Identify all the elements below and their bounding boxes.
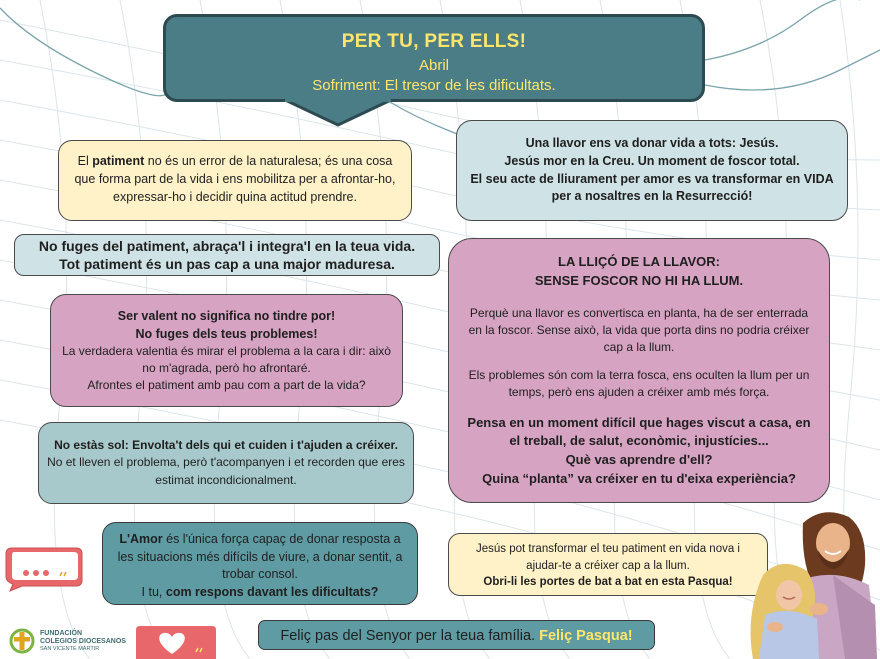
llico-heading-1: LA LLIÇÓ DE LA LLAVOR: [558, 254, 720, 269]
patiment-rest: no és un error de la naturalesa; és una cosa que forma part de la vida i ens mobilitza per a afrontar-ho, expressar-ho i decidir quina actitud prendre. [74, 154, 396, 204]
llavor-line-1: Una llavor ens va donar vida a tots: Jesús. [525, 136, 779, 150]
llico-ask-1: Pensa en un moment difícil que hages viscut a casa, en el treball, de salut, econòmic, injustícies... [467, 414, 811, 449]
amor-text-2 [111, 584, 409, 602]
footer-highlight: Feliç Pasqua! [539, 628, 633, 644]
patiment-pre: El [77, 154, 93, 168]
jesus-bold: Obri-li les portes de bat a bat en esta Pasqua! [483, 576, 733, 589]
valent-body: La verdadera valentia és mirar el problema a la cara i dir: això no m'agrada, però ho afrontaré. [62, 344, 391, 375]
no-fuges-line-2: Tot patiment és un pas cap a una major maduresa. [59, 256, 395, 273]
valent-box [50, 294, 403, 407]
llico-llavor-box [448, 238, 830, 503]
logo-line-2: COLEGIOS DIOCESANOS [40, 637, 126, 645]
logo-line-3: SAN VICENTE MÁRTIR [40, 645, 100, 652]
logo-line-1: FUNDACIÓN [40, 629, 82, 637]
llico-para-1: Perquè una llavor es convertisca en planta, ha de ser enterrada en la foscor. Sense això, la vida que porta dins no podria créixer cap a la llum. [468, 305, 810, 355]
amor-bold-2: com respons davant les dificultats? [165, 584, 379, 599]
theme-label: Sofriment: El tresor de les dificultats. [312, 77, 556, 95]
no-fuges-box [14, 234, 440, 276]
header-speech-tail [283, 99, 393, 129]
llico-ask-2: Què vas aprendre d'ell? [565, 452, 713, 468]
llico-para-2: Els problemes són com la terra fosca, ens oculten la llum per un temps, però ens ajuden a créixer amb més força. [468, 367, 810, 400]
header-banner [163, 14, 705, 102]
no-fuges-line-1: No fuges del patiment, abraça'l i integra'l en la teua vida. [38, 238, 416, 254]
page-title: PER TU, PER ELLS! [341, 31, 527, 52]
llico-questions [463, 414, 815, 489]
valent-line-2: No fuges dels teus problemes! [135, 326, 318, 341]
cross-logo-icon [8, 628, 36, 654]
footer-text: Feliç pas del Senyor per la teua família. [280, 628, 540, 644]
llico-heading-2: SENSE FOSCOR NO HI HA LLUM. [534, 272, 744, 288]
llavor-box [456, 120, 848, 221]
patiment-bold: patiment [92, 154, 145, 168]
amor-box [102, 522, 418, 605]
fundacion-logo [8, 628, 126, 654]
sol-rest: No et lleven el problema, però t'acompanyen i et recorden que eres estimat incondicionalment. [47, 455, 405, 487]
jesus-box [448, 533, 768, 596]
amor-span-2: I tu, [141, 584, 166, 599]
jesus-embrace-illustration [745, 505, 877, 659]
heart-chat-icon [134, 624, 218, 659]
valent-question: Afrontes el patiment amb pau com a part de la vida? [87, 377, 366, 392]
valent-line-1: Ser valent no significa no tindre por! [117, 309, 336, 323]
patiment-info-box [58, 140, 412, 221]
llavor-line-3: El seu acte de lliurament per amor es va transformar en VIDA per a nosaltres en la Resurrecció! [470, 171, 834, 204]
llavor-line-2: Jesús mor en la Creu. Un moment de foscor total. [504, 153, 800, 168]
amor-text-1 [111, 531, 409, 584]
jesus-text: Jesús pot transformar el teu patiment en vida nova i ajudar-te a créixer cap a la llum. [475, 543, 740, 572]
no-estas-sol-box [38, 422, 414, 504]
llico-ask-3: Quina “planta” va créixer en tu d'eixa experiència? [482, 471, 796, 487]
sol-bold: No estàs sol: Envolta't dels qui et cuiden i t'ajuden a créixer. [54, 438, 398, 452]
footer-banner [258, 620, 655, 650]
amor-span-1: és l'única força capaç de donar resposta a les situacions més difícils de viure, a donar sentit, a trobar consol. [117, 532, 403, 581]
amor-bold-1: L'Amor [119, 532, 163, 546]
chat-dots-icon [4, 546, 84, 592]
month-label: Abril [418, 56, 449, 74]
logo-text [40, 630, 126, 652]
